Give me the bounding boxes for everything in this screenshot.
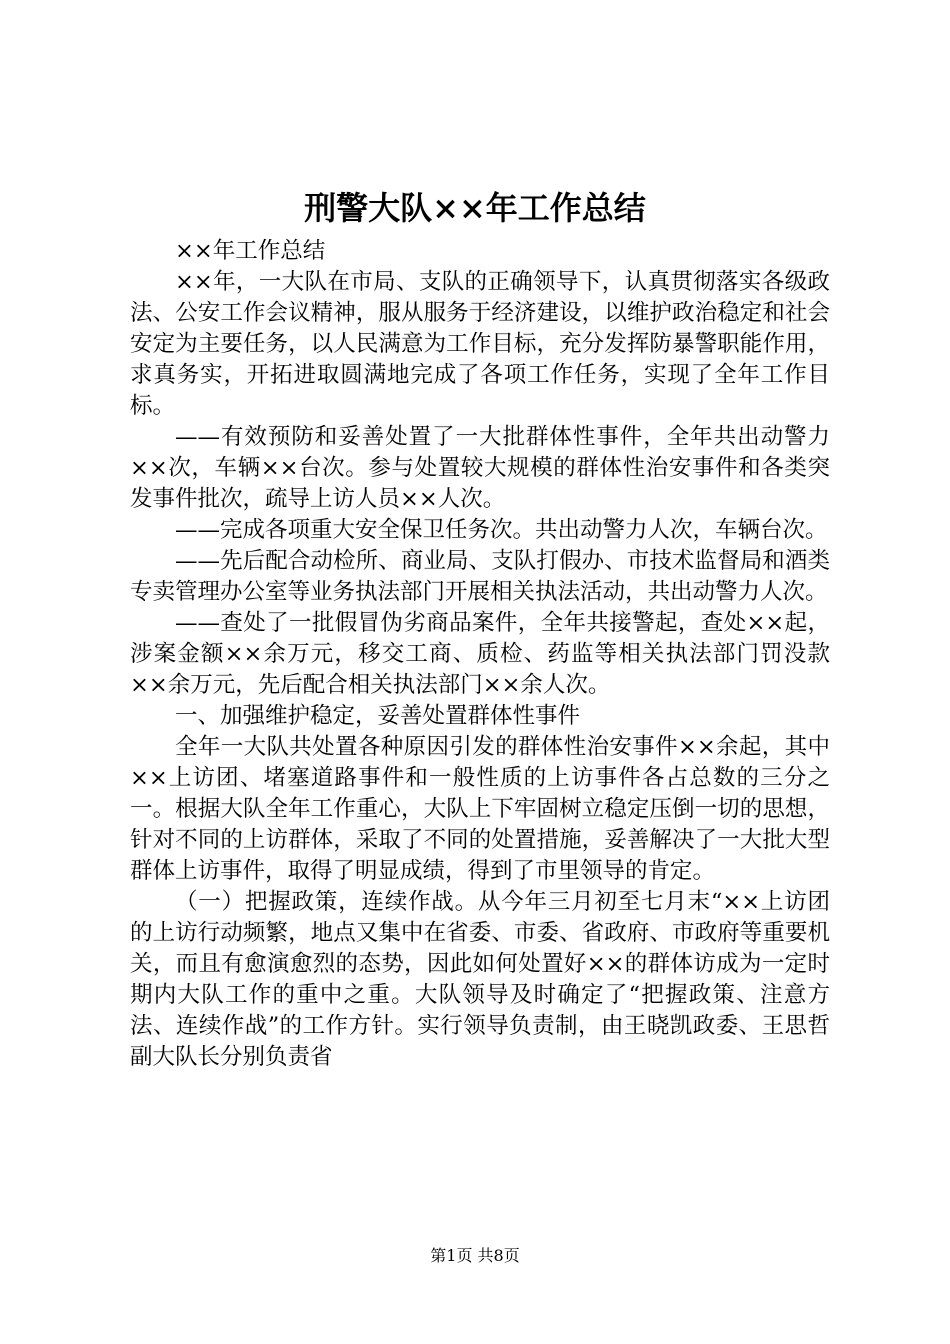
paragraph: ——查处了一批假冒伪劣商品案件，全年共接警起，查处××起，涉案金额××余万元，移交工商、质检、药监等相关执法部门罚没款××余万元，先后配合相关执法部门××余人次。	[130, 610, 830, 698]
document-body	[130, 236, 830, 1073]
paragraph: （一）把握政策，连续作战。从今年三月初至七月末“××上访团的上访行动频繁，地点又集中在省委、市委、省政府、市政府等重要机关，而且有愈演愈烈的态势，因此如何处置好××的群体访成为一定时期内大队工作的重中之重。大队领导及时确定了“把握政策、注意方法、连续作战”的工作方针。实行领导负责制，由王晓凯政委、王思哲副大队长分别负责省	[130, 889, 830, 1070]
paragraph: ——完成各项重大安全保卫任务次。共出动警力人次，车辆台次。	[175, 517, 828, 543]
page-number: 第1页 共8页	[430, 1246, 520, 1265]
paragraph: ——有效预防和妥善处置了一大批群体性事件，全年共出动警力××次，车辆××台次。参与处置较大规模的群体性治安事件和各类突发事件批次，疏导上访人员××人次。	[130, 424, 830, 512]
paragraph: 全年一大队共处置各种原因引发的群体性治安事件××余起，其中××上访团、堵塞道路事件和一般性质的上访事件各占总数的三分之一。根据大队全年工作重心，大队上下牢固树立稳定压倒一切的思想，针对不同的上访群体，采取了不同的处置措施，妥善解决了一大批大型群体上访事件，取得了明显成绩，得到了市里领导的肯定。	[130, 734, 830, 884]
document-title: 刑警大队××年工作总结	[304, 189, 646, 227]
paragraph: ××年工作总结	[175, 238, 326, 264]
section-heading: 一、加强维护稳定，妥善处置群体性事件	[175, 703, 581, 729]
paragraph: ××年，一大队在市局、支队的正确领导下，认真贯彻落实各级政法、公安工作会议精神，服从服务于经济建设，以维护政治稳定和社会安定为主要任务，以人民满意为工作目标，充分发挥防暴警职能作用，求真务实，开拓进取圆满地完成了各项工作任务，实现了全年工作目标。	[130, 269, 830, 419]
paragraph: ——先后配合动检所、商业局、支队打假办、市技术监督局和酒类专卖管理办公室等业务执法部门开展相关执法活动，共出动警力人次。	[130, 548, 830, 605]
